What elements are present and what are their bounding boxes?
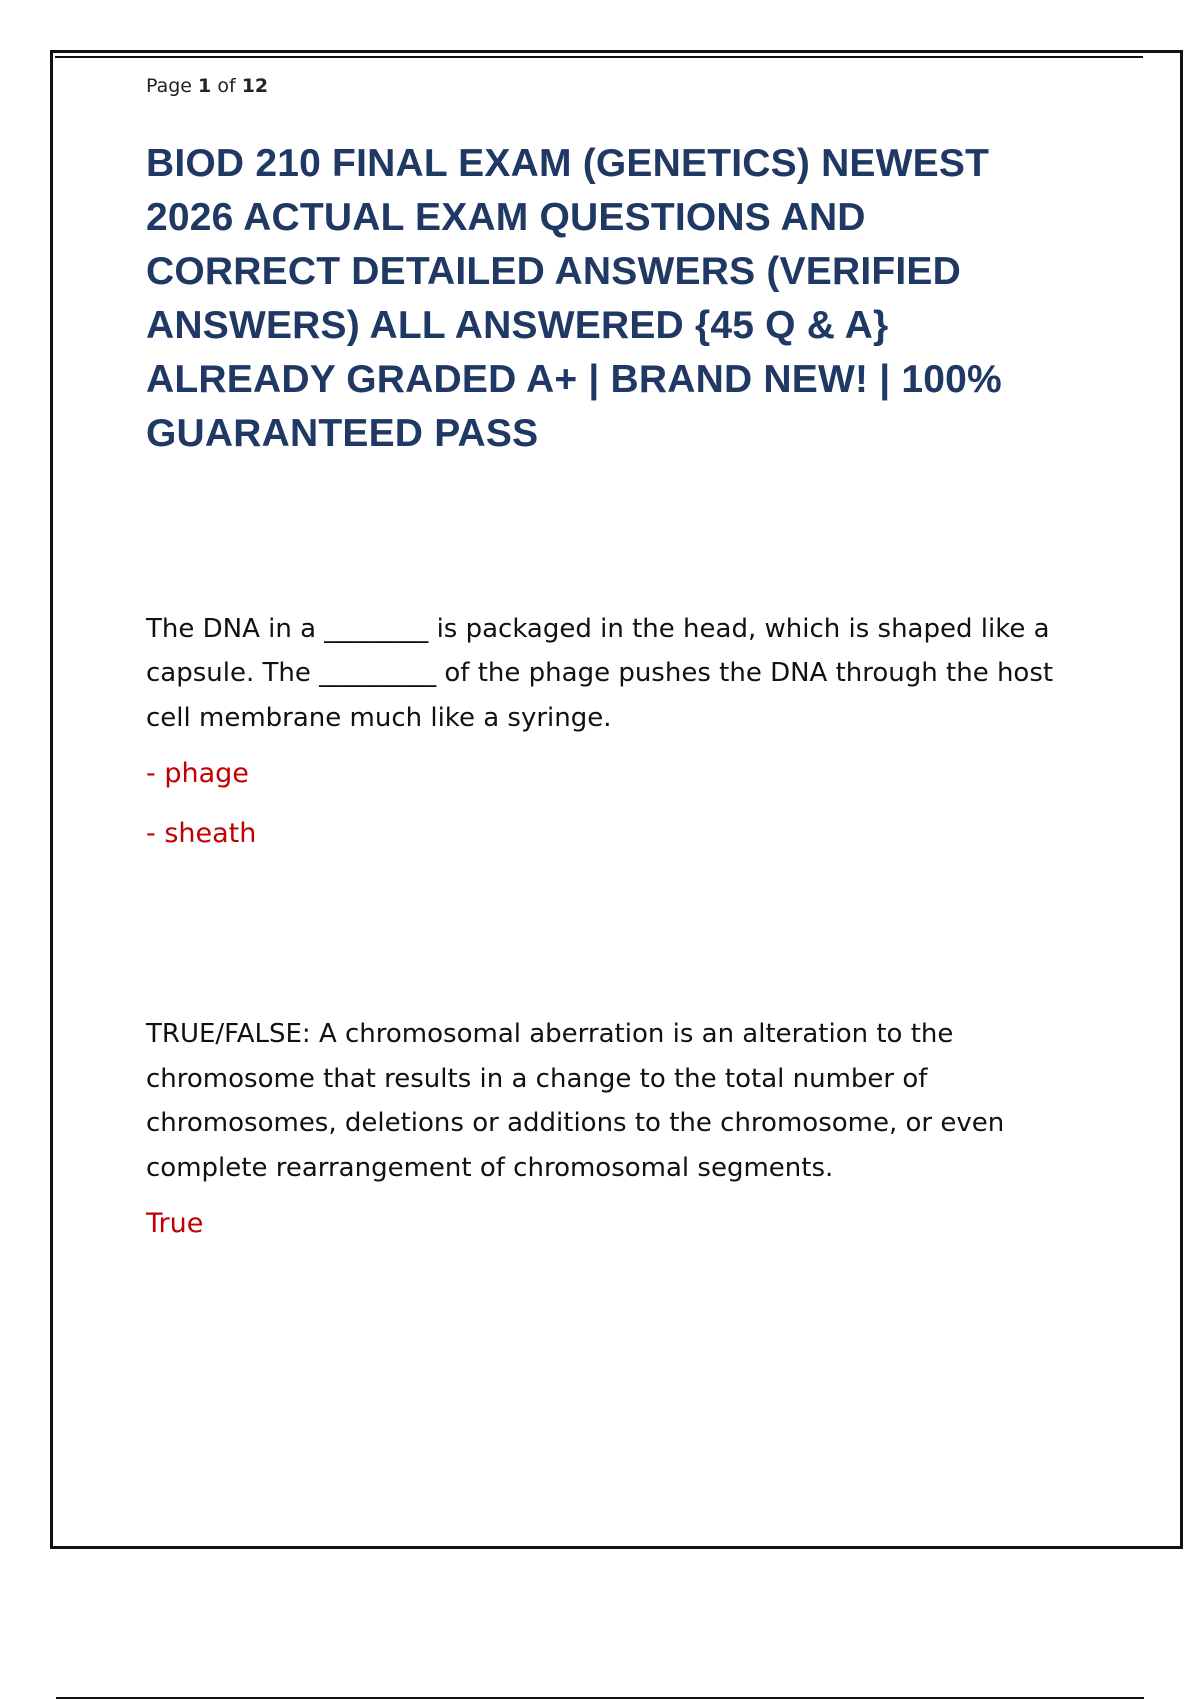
- answer-list: [146, 1208, 1066, 1240]
- document-title: BIOD 210 FINAL EXAM (GENETICS) NEWEST 2026 ACTUAL EXAM QUESTIONS AND CORRECT DETAILED ANSWERS (VERIFIED ANSWERS) ALL ANSWERED {45 Q & A} ALREADY GRADED A+ | BRAND NEW! | 100% GUARANTEED PASS: [146, 141, 1002, 455]
- total-pages: 12: [241, 75, 269, 97]
- answer-item: - phage: [146, 758, 249, 790]
- question-text: TRUE/FALSE: A chromosomal aberration is an alteration to the chromosome that results in a change to the total number of chromosomes, deletions or additions to the chromosome, or even complete rearrangement of chromosomal segments.: [146, 1019, 1005, 1183]
- page-top-rule: [55, 56, 1143, 58]
- next-page-top-rule: [56, 1697, 1144, 1699]
- page-number: [146, 74, 1066, 99]
- page-content: [146, 70, 1066, 1240]
- question-block: [146, 607, 1066, 851]
- answer-list: [146, 758, 1066, 850]
- current-page: 1: [198, 75, 212, 97]
- question-block: [146, 1012, 1066, 1240]
- of-label: of: [217, 75, 236, 97]
- page-label: Page: [146, 75, 192, 97]
- answer-item: - sheath: [146, 818, 257, 850]
- question-text: The DNA in a ________ is packaged in the head, which is shaped like a capsule. The _________ of the phage pushes the DNA through the host cell membrane much like a syringe.: [146, 613, 1054, 733]
- answer-item: True: [146, 1208, 204, 1240]
